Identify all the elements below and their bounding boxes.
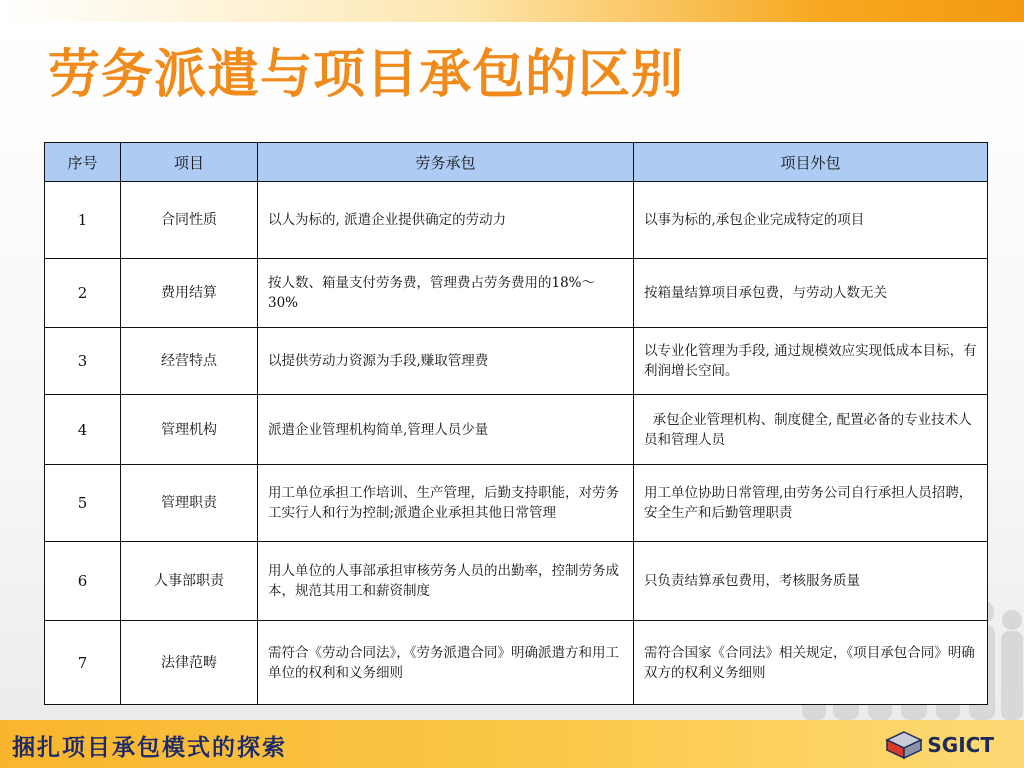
footer-title: 捆扎项目承包模式的探索 (12, 734, 287, 761)
row-number: 1 (45, 182, 121, 259)
row-labor-cell: 按人数、箱量支付劳务费，管理费占劳务费用的18%～30% (258, 259, 634, 328)
row-item: 合同性质 (121, 182, 258, 259)
table-row (45, 328, 988, 395)
row-item: 费用结算 (121, 259, 258, 328)
row-project-cell: 以专业化管理为手段, 通过规模效应实现低成本目标，有利润增长空间。 (634, 328, 988, 395)
row-number: 5 (45, 465, 121, 542)
row-project-cell: 只负责结算承包费用，考核服务质量 (634, 542, 988, 621)
table-row (45, 621, 988, 705)
comparison-table (44, 142, 988, 705)
table-row (45, 395, 988, 465)
row-number: 4 (45, 395, 121, 465)
row-item: 管理机构 (121, 395, 258, 465)
row-item: 法律范畴 (121, 621, 258, 705)
table-row (45, 542, 988, 621)
row-labor-cell: 派遣企业管理机构简单,管理人员少量 (258, 395, 634, 465)
row-number: 3 (45, 328, 121, 395)
row-project-cell: 以事为标的,承包企业完成特定的项目 (634, 182, 988, 259)
table-row (45, 259, 988, 328)
top-accent-bar (0, 0, 1024, 22)
logo-text: SGICT (927, 733, 994, 757)
row-labor-cell: 需符合《劳动合同法》，《劳务派遣合同》明确派遣方和用工单位的权利和义务细则 (258, 621, 634, 705)
cube-logo-icon (885, 730, 923, 760)
row-labor-cell: 用人单位的人事部承担审核劳务人员的出勤率，控制劳务成本，规范其用工和薪资制度 (258, 542, 634, 621)
row-project-cell: 需符合国家《合同法》相关规定，《项目承包合同》明确双方的权利义务细则 (634, 621, 988, 705)
row-number: 6 (45, 542, 121, 621)
slide-title: 劳务派遣与项目承包的区别 (48, 45, 685, 105)
header-project-outsourcing: 项目外包 (634, 143, 988, 182)
row-item: 经营特点 (121, 328, 258, 395)
row-item: 管理职责 (121, 465, 258, 542)
row-project-cell: 承包企业管理机构、制度健全, 配置必备的专业技术人员和管理人员 (634, 395, 988, 465)
header-labor-contract: 劳务承包 (258, 143, 634, 182)
row-project-cell: 用工单位协助日常管理,由劳务公司自行承担人员招聘，安全生产和后勤管理职责 (634, 465, 988, 542)
row-number: 2 (45, 259, 121, 328)
table-row (45, 465, 988, 542)
table-header-row (45, 143, 988, 182)
table-row (45, 182, 988, 259)
row-labor-cell: 以提供劳动力资源为手段,赚取管理费 (258, 328, 634, 395)
row-item: 人事部职责 (121, 542, 258, 621)
sgict-logo (885, 730, 994, 760)
row-labor-cell: 用工单位承担工作培训、生产管理，后勤支持职能，对劳务工实行人和行为控制;派遣企业承担其他日常管理 (258, 465, 634, 542)
row-project-cell: 按箱量结算项目承包费，与劳动人数无关 (634, 259, 988, 328)
footer-band (0, 720, 1024, 768)
header-item: 项目 (121, 143, 258, 182)
row-number: 7 (45, 621, 121, 705)
row-labor-cell: 以人为标的, 派遣企业提供确定的劳动力 (258, 182, 634, 259)
header-seq: 序号 (45, 143, 121, 182)
